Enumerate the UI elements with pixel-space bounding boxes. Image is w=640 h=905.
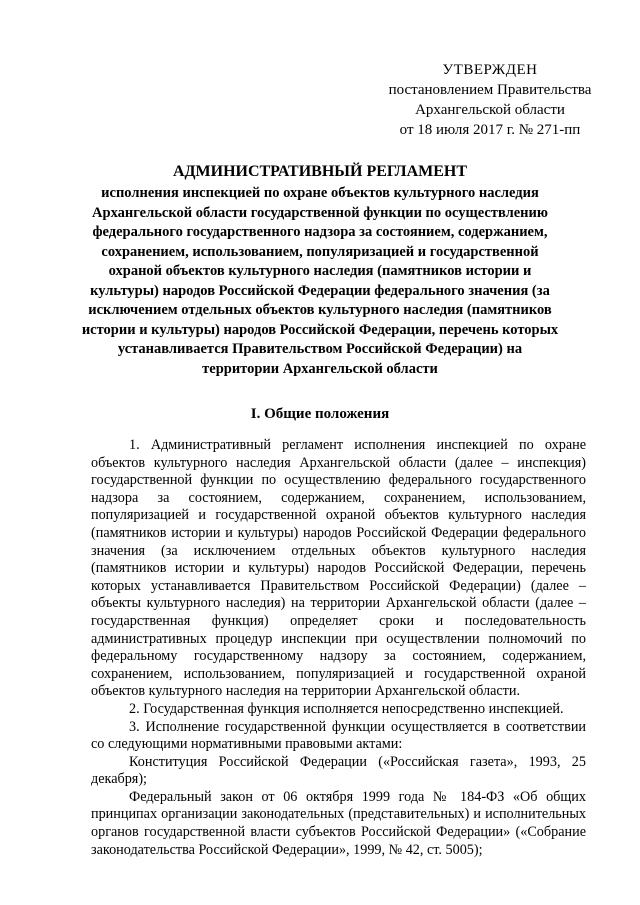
paragraph: 3. Исполнение государственной функции осуществляется в соответствии со следующими нормативными правовыми актами:: [91, 718, 586, 753]
paragraph: Федеральный закон от 06 октября 1999 года № 184-ФЗ «Об общих принципах организации законодательных (представительных) и исполнительных органов государственной власти субъектов Российской Федерации» («Собрание законодательства Российской Федерации», 1999, № 42, ст. 5005);: [91, 788, 586, 858]
approval-line: постановлением Правительства: [388, 82, 592, 98]
approval-line: Архангельской области: [415, 102, 565, 118]
paragraph: 2. Государственная функция исполняется непосредственно инспекцией.: [129, 700, 564, 717]
paragraph: Конституция Российской Федерации («Российская газета», 1993, 25 декабря);: [91, 753, 586, 788]
document-heading: [80, 161, 560, 379]
paragraph: 1. Административный регламент исполнения инспекцией по охране объектов культурного наследия Архангельской области (далее – инспекция) государственной функции по осуществлению федерального государственного надзора за состоянием, содержанием, сохранением, использованием, популяризацией и государственной охраной объектов культурного наследия (памятников истории и культуры) народов Российской Федерации федерального значения (за исключением отдельных объектов культурного наследия (памятников истории и культуры) народов Российской Федерации, перечень которых устанавливается Правительством Российской Федерации) (далее – объекты культурного наследия) на территории Архангельской области (далее – государственная функция) определяет сроки и последовательность административных процедур инспекции при осуществлении полномочий по федеральному государственному надзору за состоянием, содержанием, сохранением, использованием, популяризацией и государственной охраной объектов культурного наследия на территории Архангельской области.: [91, 437, 586, 700]
approval-stamp: [372, 60, 608, 140]
approval-date: от 18 июля 2017 г. № 271-пп: [399, 122, 581, 138]
document-subtitle: исполнения инспекцией по охране объектов культурного наследия Архангельской области государственной функции по осуществлению федерального государственного надзора за состоянием, содержанием, сохранением, использованием, популяризацией и государственной охраной объектов культурного наследия (памятников истории и культуры) народов Российской Федерации федерального значения (за исключением отдельных объектов культурного наследия (памятников истории и культуры) народов Российской Федерации, перечень которых устанавливается Правительством Российской Федерации) на территории Архангельской области: [81, 185, 559, 377]
body-text: [91, 437, 586, 859]
document-title: АДМИНИСТРАТИВНЫЙ РЕГЛАМЕНТ: [172, 163, 468, 180]
approval-title: УТВЕРЖДЕН: [442, 62, 538, 78]
section-title: I. Общие положения: [250, 406, 390, 422]
